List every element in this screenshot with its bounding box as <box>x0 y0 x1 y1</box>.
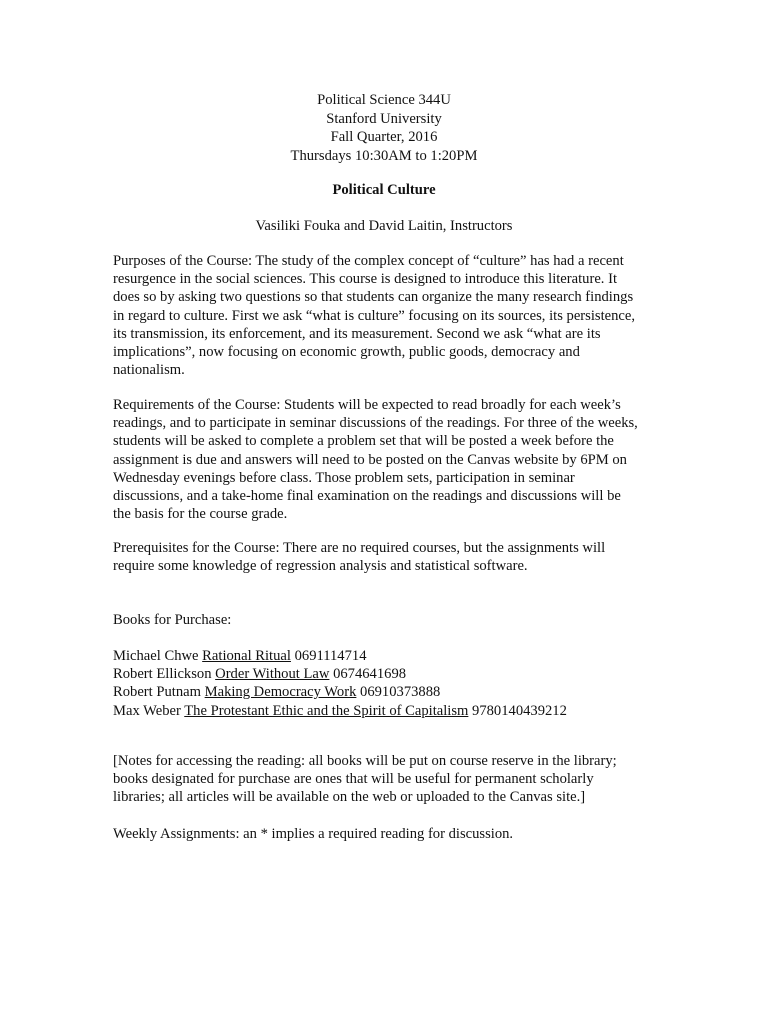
paragraph-line: Wednesday evenings before class. Those problem sets, participation in seminar <box>113 469 575 486</box>
book-title: Making Democracy Work <box>204 684 357 701</box>
paragraph-line: the basis for the course grade. <box>113 506 288 523</box>
book-title: Rational Ritual <box>202 648 291 664</box>
book-isbn: 0691114714 <box>294 648 367 664</box>
book-entry <box>113 647 673 665</box>
paragraph-line: in regard to culture. First we ask “what is culture” focusing on its sources, its persistence, <box>113 307 635 324</box>
university-name: Stanford University <box>326 110 442 127</box>
paragraph-line: Prerequisites for the Course: There are no required courses, but the assignments will <box>113 540 606 556</box>
paragraph-line: implications”, now focusing on economic growth, public goods, democracy and <box>113 344 580 361</box>
instructors-line: Vasiliki Fouka and David Laitin, Instructors <box>255 218 513 234</box>
book-entry <box>113 702 673 720</box>
paragraph-line: [Notes for accessing the reading: all books will be put on course reserve in the library; <box>113 753 617 769</box>
paragraph-line: Purposes of the Course: The study of the complex concept of “culture” has had a recent <box>113 253 624 269</box>
book-title: The Protestant Ethic and the Spirit of Capitalism <box>184 702 469 719</box>
prerequisites-paragraph <box>113 539 673 575</box>
purposes-paragraph <box>113 252 673 379</box>
paragraph-line: its transmission, its enforcement, and its measurement. Second we ask “what are its <box>113 325 601 342</box>
book-author: Max Weber <box>113 702 181 719</box>
paragraph-line: assignment is due and answers will need to be posted on the Canvas website by 6PM on <box>113 451 627 468</box>
book-isbn: 0674641698 <box>333 666 407 683</box>
class-schedule: Thursdays 10:30AM to 1:20PM <box>290 147 478 164</box>
document-title: Political Culture <box>332 182 436 198</box>
paragraph-line: readings, and to participate in seminar discussions of the readings. For three of the weeks, <box>113 415 638 432</box>
book-title: Order Without Law <box>215 666 330 683</box>
requirements-paragraph <box>113 396 673 523</box>
reading-notes-paragraph <box>113 752 673 807</box>
book-entry <box>113 665 673 683</box>
paragraph-line: Requirements of the Course: Students will be expected to read broadly for each week’s <box>113 397 621 413</box>
paragraph-line: books designated for purchase are ones that will be useful for permanent scholarly <box>113 771 594 788</box>
paragraph-line: discussions, and a take-home final examination on the readings and discussions will be <box>113 488 621 505</box>
weekly-assignments-line: Weekly Assignments: an * implies a required reading for discussion. <box>113 826 514 842</box>
paragraph-line: nationalism. <box>113 362 185 379</box>
paragraph-line: require some knowledge of regression analysis and statistical software. <box>113 558 528 575</box>
paragraph-line: resurgence in the social sciences. This course is designed to introduce this literature. It <box>113 271 618 288</box>
book-entry <box>113 683 673 701</box>
paragraph-line: does so by asking two questions so that students can organize the many research findings <box>113 289 634 306</box>
book-author: Robert Ellickson <box>113 666 212 683</box>
course-number: Political Science 344U <box>317 92 451 108</box>
quarter: Fall Quarter, 2016 <box>330 129 438 145</box>
book-author: Michael Chwe <box>113 648 199 664</box>
course-header <box>0 91 768 165</box>
books-heading: Books for Purchase: <box>113 612 232 628</box>
paragraph-line: libraries; all articles will be available on the web or uploaded to the Canvas site.] <box>113 789 586 806</box>
books-list <box>113 647 673 720</box>
book-isbn: 06910373888 <box>360 684 441 701</box>
paragraph-line: students will be asked to complete a problem set that will be posted a week before the <box>113 433 614 450</box>
book-author: Robert Putnam <box>113 684 201 701</box>
book-isbn: 9780140439212 <box>472 702 567 719</box>
